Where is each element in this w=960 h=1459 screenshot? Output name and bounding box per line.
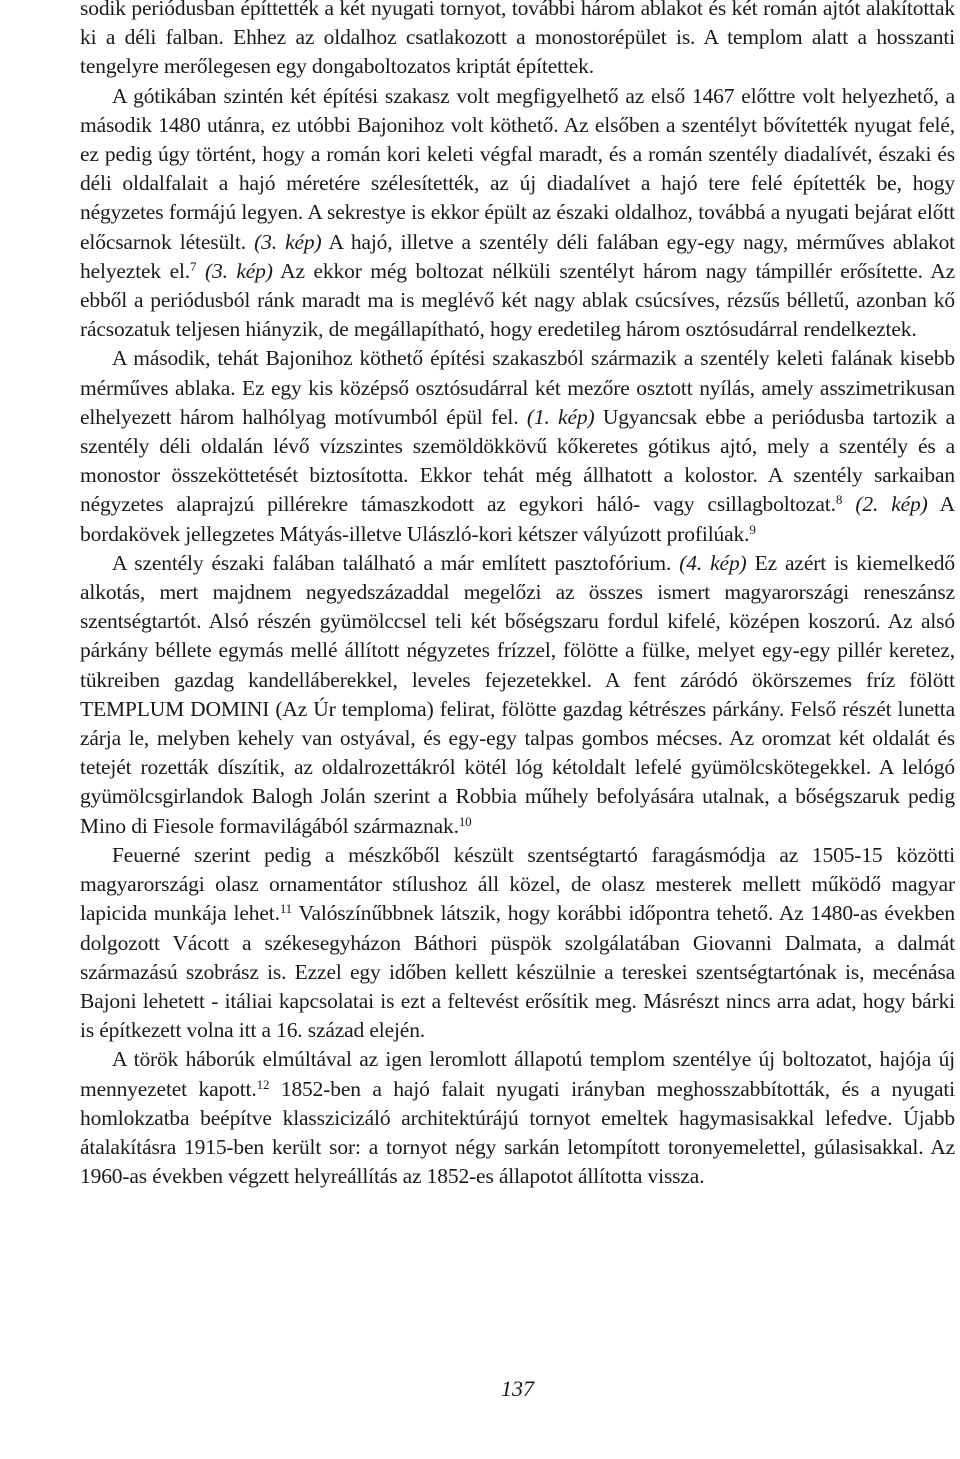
paragraph xyxy=(80,549,955,841)
text-run: A szentély északi falában található a már említett pasztofórium. xyxy=(112,550,680,575)
figure-reference: (3. kép) xyxy=(204,258,273,283)
text-run: A hajó, illetve a szentély déli falában egy-egy nagy, mérműves ablakot helyeztek el. xyxy=(80,229,955,283)
footnote-ref: 8 xyxy=(835,492,843,508)
paragraph xyxy=(80,1045,955,1191)
text-run: Ugyancsak ebbe a periódusba tartozik a szentély déli oldalán lévő vízszintes szemöldökkövű kőkeretes gótikus ajtó, mely a szentély és a monostor összeköttetését biztosította. Ekkor tehát még állhatott a kolostor. A szentély sarkaiban négyzetes alaprajzú pillérekre támaszkodott az egykori háló- vagy csillagboltozat. xyxy=(80,404,955,517)
footnote-ref: 12 xyxy=(256,1076,270,1092)
paragraph xyxy=(80,841,955,1045)
text-run: Valószínűbbnek látszik, hogy korábbi időpontra tehető. Az 1480-as években dolgozott Vácott a székesegyházon Báthori püspök szolgálatában Giovanni Dalmata, a dalmát származású szobrász is. Ezzel egy időben kellett készülnie a tereskei szentségtartónak is, mecénása Bajoni lehetett - itáliai kapcsolatai is ezt a feltevést erősítik meg. Másrészt nincs arra adat, hogy bárki is építkezett volna itt a 16. század elején. xyxy=(80,901,955,1043)
text-run: Az ekkor még boltozat nélküli szentélyt három nagy támpillér erősítette. Az ebből a periódusból ránk maradt ma is meglévő két nagy ablak csúcsíves, rézsűs bélletű, azonban kő rácsozatuk teljesen hiányzik, de megállapítható, hogy eredetileg három osztósudárral rendelkeztek. xyxy=(80,258,955,342)
text-run: A török háborúk elmúltával az igen leromlott állapotú templom szentélye új boltozatot, hajója új mennyezetet kapott. xyxy=(80,1047,955,1101)
footnote-ref: 7 xyxy=(190,258,197,274)
footnote-ref: 11 xyxy=(279,901,293,917)
figure-reference: (2. kép) xyxy=(855,492,928,517)
paragraph xyxy=(80,82,955,345)
figure-reference: (1. kép) xyxy=(526,404,595,429)
footnote-ref: 9 xyxy=(749,521,756,537)
document-page xyxy=(80,0,955,1459)
text-run: A bordakövek jellegzetes Mátyás-illetve Ulászló-kori kétszer vályúzott profilúak. xyxy=(80,492,955,546)
figure-reference: (3. kép) xyxy=(254,229,322,254)
body-text xyxy=(80,0,955,1191)
text-run: sodik periódusban építtették a két nyugati tornyot, további három ablakot és két román ajtót alakítottak ki a déli falban. Ehhez az oldalhoz csatlakozott a monostorépület is. A templom alatt a hosszanti tengelyre merőlegesen egy dongaboltozatos kriptát építettek. xyxy=(80,0,955,79)
text-run: Feuerné szerint pedig a mészkőből készült szentségtartó faragásmódja az 1505-15 közötti magyarországi olasz ornamentátor stílushoz áll közel, de olasz mesterek mellett működő magyar lapicida munkája lehet. xyxy=(80,842,955,926)
text-run xyxy=(196,259,205,283)
footnote-ref: 10 xyxy=(458,813,472,829)
text-run: A második, tehát Bajonihoz köthető építési szakaszból származik a szentély keleti falának kisebb mérműves ablaka. Ez egy kis középső osztósudárral két mezőre osztott nyílás, amely asszimetrikusan elhelyezett három halhólyag motívumból épül fel. xyxy=(80,346,955,429)
paragraph xyxy=(80,0,955,82)
text-run xyxy=(842,492,855,516)
text-run: A gótikában szintén két építési szakasz volt megfigyelhető az első 1467 előttre volt helyezhető, a második 1480 utánra, ez utóbbi Bajonihoz volt köthető. Az elsőben a szentélyt bővítették nyugat felé, ez pedig úgy történt, hogy a román kori keleti végfal maradt, és a román szentély diadalívét, északi és déli oldalfalait a hajó méretére szélesítették, az új diadalívet a hajó tere felé építették be, hogy négyzetes formájú legyen. A sekrestye is ekkor épült az északi oldalhoz, továbbá a nyugati bejárat előtt előcsarnok létesült. xyxy=(80,83,955,254)
figure-reference: (4. kép) xyxy=(679,550,747,575)
text-run: 1852-ben a hajó falait nyugati irányban meghosszabbították, és a nyugati homlokzatba beépítve klasszicizáló architektúrájú tornyot emeltek hagymasisakkal lefedve. Újabb átalakításra 1915-ben került sor: a tornyot négy sarkán letompított toronyemelettel, gúlasisakkal. Az 1960-as években végzett helyreállítás az 1852-es állapotot állította vissza. xyxy=(80,1076,955,1189)
text-run: Ez azért is kiemelkedő alkotás, mert majdnem negyedszázaddal megelőzi az összes ismert magyarországi reneszánsz szentségtartót. Alsó részén gyümölccsel teli két bőségszaru fordul kifelé, középen koszorú. Az alsó párkány béllete egymás mellé állított négyzetes frízzel, fölötte a fülke, melyet egy-egy pillér keretez, tükreiben gazdag kandelláberekkel, leveles fejezetekkel. A fent záródó ökörszemes fríz fölött TEMPLUM DOMINI (Az Úr temploma) felirat, fölötte gazdag kétrészes párkány. Felső részét lunetta zárja le, melyben kehely van ostyával, és egy-egy talpas gombos mécses. Az oromzat két oldalát és tetejét rozetták díszítik, az oldalrozettákról kötél lóg kétoldalt lefelé gyümölcskötegekkel. A lelógó gyümölcsgirlandok Balogh Jolán szerint a Robbia műhely befolyására utalnak, a bőségszaruk pedig Mino di Fiesole formavilágából származnak. xyxy=(80,550,955,838)
page-number: 137 xyxy=(501,1376,534,1401)
paragraph xyxy=(80,344,955,548)
